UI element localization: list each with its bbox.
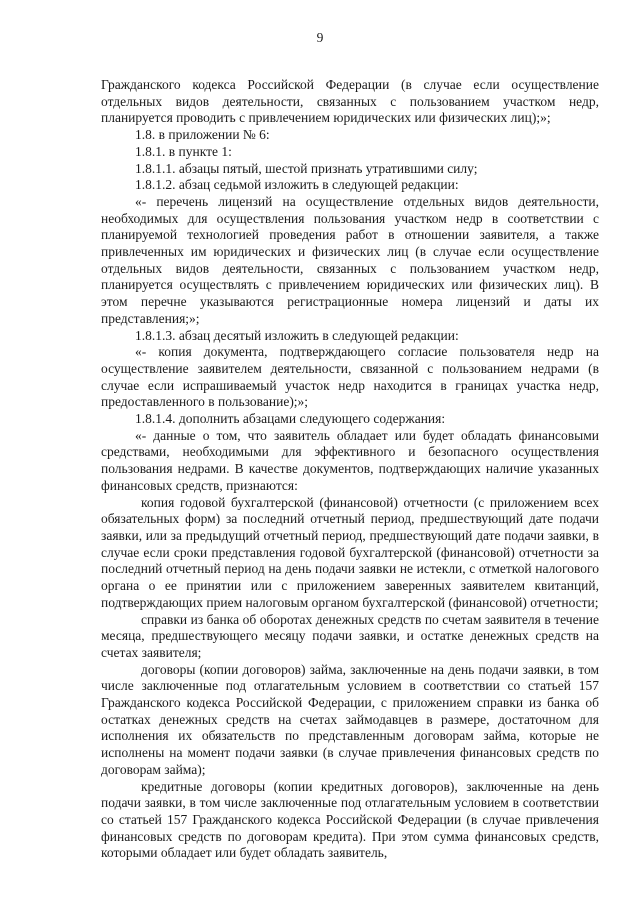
document-body	[101, 77, 599, 862]
paragraph-credit-agreements: кредитные договоры (копии кредитных договоров), заключенные на день подачи заявки, в том числе заключенные под отлагательным условием в соответствии со статьей 157 Гражданского кодекса Российской Федерации (в случае привлечения финансовых средств по договорам кредита). При этом сумма финансовых средств, которыми обладает или будет обладать заявитель,	[101, 778, 599, 861]
paragraph-loan-agreements: договоры (копии договоров) займа, заключенные на день подачи заявки, в том числе заключенные под отлагательным условием в соответствии со статьей 157 Гражданского кодекса Российской Федерации, с приложением справки из банка об остатках денежных средств на счетах займодавцев в размере, достаточном для исполнения их обязательств по представленным договорам займа, которые не исполнены на момент подачи заявки (в случае привлечения финансовых средств по договорам займа);	[101, 661, 599, 777]
paragraph-continuation: Гражданского кодекса Российской Федерации (в случае если осуществление отдельных видов деятельности, связанных с пользованием участком недр, планируется проводить с привлечением юридических или физических лиц);»;	[101, 77, 599, 126]
paragraph-bank-statements: справки из банка об оборотах денежных средств по счетам заявителя в течение месяца, предшествующего месяцу подачи заявки, и остатке денежных средств на счетах заявителя;	[101, 611, 599, 660]
page-number: 9	[316, 30, 324, 45]
paragraph-financial-data: «- данные о том, что заявитель обладает или будет обладать финансовыми средствами, необходимыми для эффективного и безопасного осуществления пользования недрами. В качестве документов, подтверждающих наличие указанных финансовых средств, признаются:	[101, 427, 599, 493]
paragraph-item-1-8-1-2: 1.8.1.2. абзац седьмой изложить в следующей редакции:	[135, 177, 459, 193]
paragraph-license-list: «- перечень лицензий на осуществление отдельных видов деятельности, необходимых для осуществления пользования участком недр в соответствии с планируемой технологией проведения работ в отношении заявителя, а также привлеченных им юридических и физических лиц (в случае если осуществление отдельных видов деятельности, связанных с пользованием участком недр, планируется осуществлять с привлечением юридических или физических лиц). В этом перечне указываются регистрационные номера лицензий и даты их представления;»;	[101, 193, 599, 326]
paragraph-consent-copy: «- копия документа, подтверждающего согласие пользователя недр на осуществление заявителем деятельности, связанной с пользованием недрами (в случае если испрашиваемый участок недр находится в границах участка недр, предоставленного в пользование);»;	[101, 344, 599, 410]
paragraph-item-1-8-1-3: 1.8.1.3. абзац десятый изложить в следующей редакции:	[135, 327, 459, 343]
paragraph-item-1-8-1-1: 1.8.1.1. абзацы пятый, шестой признать утратившими силу;	[135, 160, 478, 176]
paragraph-item-1-8: 1.8. в приложении № 6:	[135, 127, 270, 143]
paragraph-item-1-8-1: 1.8.1. в пункте 1:	[135, 143, 232, 159]
paragraph-annual-report: копия годовой бухгалтерской (финансовой) отчетности (с приложением всех обязательных форм) за последний отчетный период, предшествующий дате подачи заявки, или за предыдущий отчетный период, предшествующий дате подачи заявки, в случае если сроки представления годовой бухгалтерской (финансовой) отчетности за последний отчетный период на день подачи заявки не истекли, с отметкой налогового органа о ее принятии или с приложением заверенных заявителем квитанций, подтверждающих прием налоговым органом бухгалтерской (финансовой) отчетности;	[101, 494, 599, 610]
paragraph-item-1-8-1-4: 1.8.1.4. дополнить абзацами следующего содержания:	[135, 411, 446, 427]
